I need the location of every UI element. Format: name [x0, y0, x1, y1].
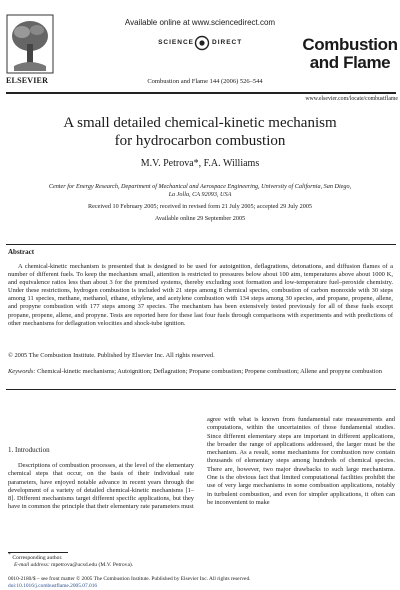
header-rule	[6, 92, 396, 94]
email-label: E-mail address:	[14, 562, 50, 568]
journal-title	[300, 36, 400, 72]
abstract-bottom-rule	[6, 389, 396, 390]
keywords-list: Chemical-kinetic mechanisms; Autoignition; Deflagration; Propane combustion; Propene combustion; Allene and propyne combustion	[37, 368, 382, 375]
corresponding-label: Corresponding author.	[12, 555, 63, 561]
authors: M.V. Petrova*, F.A. Williams	[140, 158, 260, 169]
footnote-rule	[8, 552, 68, 553]
footnote-marker: *	[8, 552, 11, 559]
sd-left-word: SCIENCE	[158, 39, 194, 46]
abstract-top-rule	[6, 244, 396, 245]
issn-line: 0010-2180/$ – see front matter © 2005 The Combustion Institute. Published by Elsevier Inc. All rights reserved.	[8, 576, 251, 582]
abstract-heading: Abstract	[8, 248, 35, 256]
affiliation-line1: Center for Energy Research, Department of Mechanical and Aerospace Engineering, University of California, San Diego,	[48, 183, 352, 190]
affiliation	[10, 183, 390, 199]
sd-right-word: DIRECT	[212, 39, 243, 46]
abstract-text: A chemical-kinetic mechanism is presented that is designed to be used for autoignition, deflagrations, detonations, and diffusion flames of a number of different fuels. To keep the mechanism small, attention is restricted to pressures below about 100 atm, temperatures above about 1000 K, and equivalence ratios less than about 3 for the premixed systems, thereby excluding soot formation and low-temperature fuel–peroxide chemistry. Under these restrictions, hydrogen combustion is included with 21 steps among 8 chemical species, combustion of carbon monoxide with 30 steps among 11 species, methane, methanol, ethane, ethylene, and acetylene combustion with 134 steps among 30 species, and propane, propene, allene, and propyne combustion with 177 steps among 37 species. The mechanism has been extensively tested previously for all of these fuels except propane, propene, allene, and propyne. Tests are reported here for these last four fuels through comparisons with experiments and with predictions of other mechanisms for deflagration velocities and shock-tube ignition.	[8, 263, 393, 327]
bottom-matter	[8, 576, 398, 590]
elsevier-tree-logo	[6, 14, 54, 74]
journal-title-line1: Combustion	[302, 35, 398, 54]
journal-url-link[interactable]: www.elsevier.com/locate/combustflame	[305, 96, 398, 102]
keywords-label: Keywords:	[8, 368, 36, 375]
sciencedirect-logo	[128, 34, 278, 54]
available-online: Available online at www.sciencedirect.com	[124, 18, 276, 27]
sciencedirect-at-icon	[194, 35, 210, 51]
footnote-email	[8, 562, 198, 569]
received-dates: Received 10 February 2005; received in revised form 21 July 2005; accepted 29 July 2005	[87, 203, 313, 210]
title-line2: for hydrocarbon combustion	[114, 133, 286, 149]
body-column-right: agree with what is known from fundamental rate measurements and computations, within the uncertainties of those fundamental studies. Since different elementary steps are important in different applications, the broader the range of applications addressed, the larger must be the mechanism. As a result, some mechanisms for combustion now contain thousands of elementary steps among hundreds of chemical species. There are, however, two major drawbacks to such large mechanisms. One is the obvious fact that limited computational facilities prohibit the use of very large mechanisms in some combustion applications, notably in turbulent combustion, and even for simpler applications, it often can be inconvenient to make	[207, 416, 395, 506]
keywords	[8, 368, 393, 376]
footnote-corresponding	[8, 552, 198, 562]
publisher-name: ELSEVIER	[6, 76, 49, 85]
footnote	[8, 552, 198, 569]
affiliation-line2: La Jolla, CA 92093, USA	[168, 191, 232, 198]
doi-link[interactable]: doi:10.1016/j.combustflame.2005.07.016	[8, 583, 98, 589]
abstract-copyright: © 2005 The Combustion Institute. Published by Elsevier Inc. All rights reserved.	[8, 352, 215, 359]
journal-title-line2: and Flame	[309, 53, 391, 72]
article-title	[40, 114, 360, 150]
available-online-date: Available online 29 September 2005	[154, 215, 246, 222]
section-heading: 1. Introduction	[8, 446, 50, 454]
title-line1: A small detailed chemical-kinetic mechanism	[63, 115, 337, 131]
body-column-left: Descriptions of combustion processes, at the level of the elementary chemical steps that occur, on the basis of their individual rate parameters, have enjoyed notable advance in recent years through the development of a variety of detailed chemical-kinetic mechanisms [1–8]. Different mechanisms target different specific applications, but they have in common the principle that their elementary rate parameters must	[8, 462, 194, 511]
email-address[interactable]: mpetrova@ucsd.edu (M.V. Petrova).	[51, 562, 134, 568]
journal-citation: Combustion and Flame 144 (2006) 526–544	[147, 78, 263, 85]
